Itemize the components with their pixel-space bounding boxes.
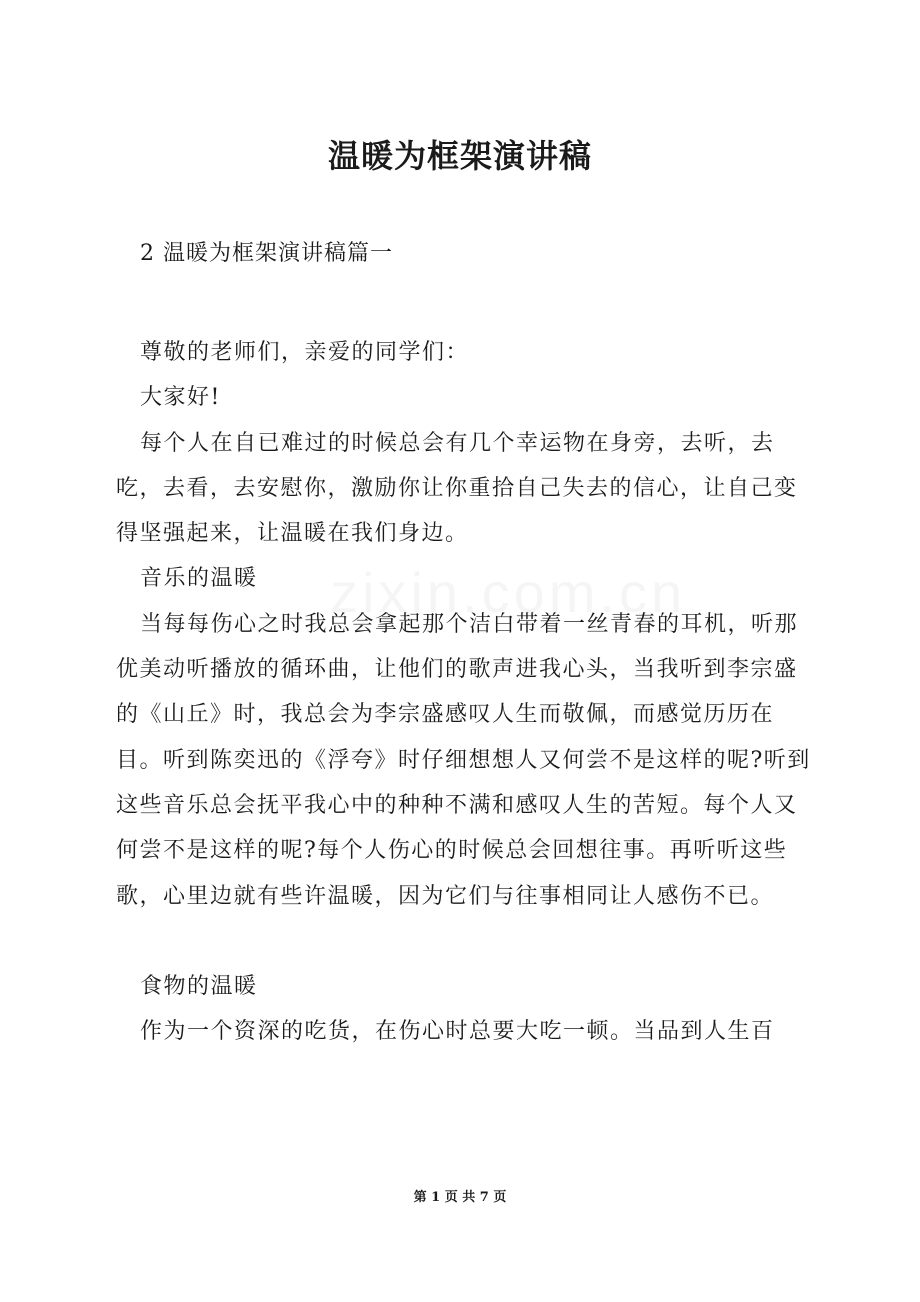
section-heading-music: 音乐的温暖 bbox=[140, 566, 258, 592]
document-title: 温暖为框架演讲稿 bbox=[327, 137, 592, 175]
paragraph-intro: 每个人在自已难过的时候总会有几个幸运物在身旁，去听，去吃，去看，去安慰你，激励你让你重拾自己失去的信心，让自己变得坚强起来，让温暖在我们身边。 bbox=[116, 430, 798, 547]
document-subtitle: 2 温暖为框架演讲稿篇一 bbox=[140, 241, 393, 266]
document-body bbox=[116, 330, 816, 1054]
page-footer: 第 1 页 共 7 页 bbox=[413, 1190, 507, 1205]
paragraph-music: 当每每伤心之时我总会拿起那个洁白带着一丝青春的耳机，听那优美动听播放的循环曲，让他们的歌声进我心头，当我听到李宗盛的《山丘》时，我总会为李宗盛感叹人生而敬佩，而感觉历历在目。听到陈奕迅的《浮夸》时仔细想想人又何尝不是这样的呢?听到这些音乐总会抚平我心中的种种不满和感叹人生的苦短。每个人又何尝不是这样的呢?每个人伤心的时候总会回想往事。再听听这些歌，心里边就有些许温暖，因为它们与往事相同让人感伤不已。 bbox=[116, 611, 811, 909]
paragraph-food: 作为一个资深的吃货，在伤心时总要大吃一顿。当品到人生百 bbox=[140, 1019, 775, 1045]
paragraph-hello: 大家好! bbox=[140, 385, 221, 411]
paragraph-greeting: 尊敬的老师们，亲爱的同学们： bbox=[140, 340, 470, 365]
section-heading-food: 食物的温暖 bbox=[140, 973, 258, 999]
